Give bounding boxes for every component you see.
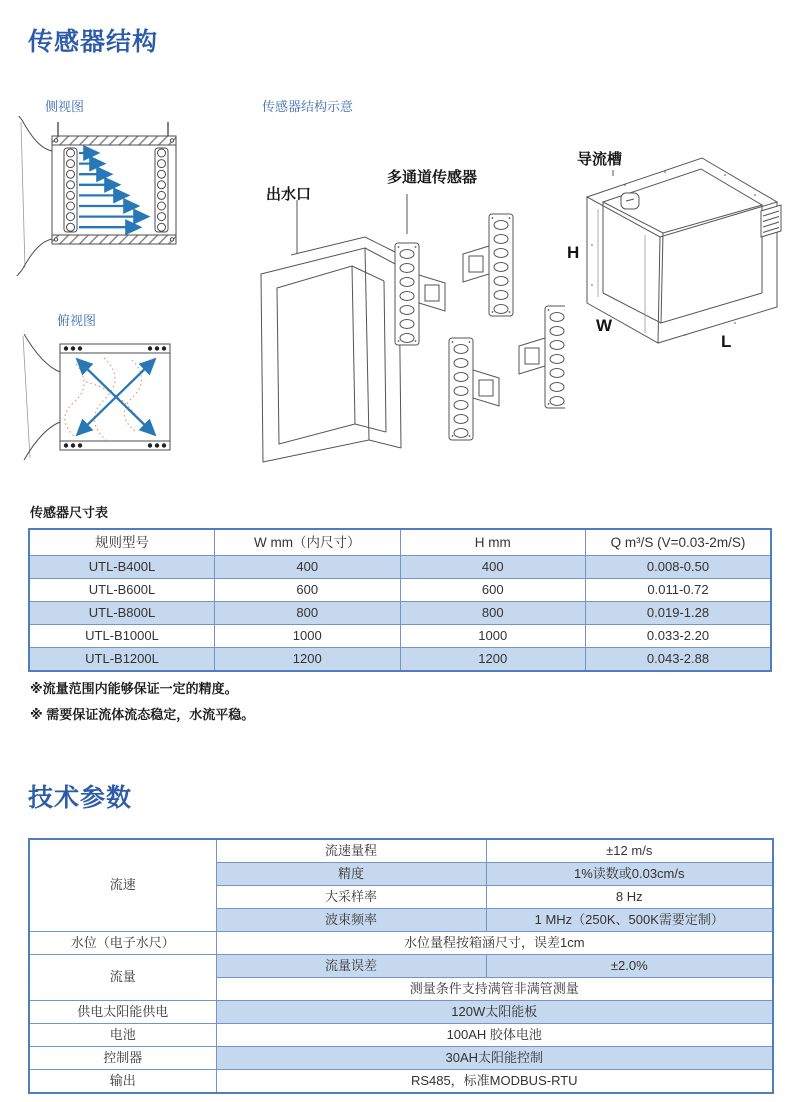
h-cell: 800: [400, 602, 586, 625]
table-row: [29, 579, 771, 602]
table-row: [29, 625, 771, 648]
side-view-diagram: [8, 116, 208, 276]
w-cell: 400: [215, 556, 401, 579]
dimension-h-label: H: [567, 243, 580, 262]
note-flow-stability: ※ 需要保证流体流态稳定，水流平稳。: [30, 707, 255, 722]
table-row: [29, 648, 771, 672]
tech-params-table: [28, 838, 774, 1094]
param-cell: 波束频率: [216, 909, 486, 932]
dimension-table-caption: 传感器尺寸表: [30, 505, 109, 520]
value-cell: ±2.0%: [486, 955, 773, 978]
param-group-output: 输出: [29, 1070, 216, 1094]
model-cell: UTL-B400L: [29, 556, 215, 579]
param-cell: 大采样率: [216, 886, 486, 909]
value-cell: 8 Hz: [486, 886, 773, 909]
header-cell: Q m³/S (V=0.03-2m/S): [586, 529, 772, 556]
multichannel-sensor-label: 多通道传感器: [387, 169, 478, 186]
value-cell: 30AH太阳能控制: [216, 1047, 773, 1070]
param-group-controller: 控制器: [29, 1047, 216, 1070]
header-cell: 规则型号: [29, 529, 215, 556]
value-cell: 测量条件支持满管非满管测量: [216, 978, 773, 1001]
value-cell: RS485，标准MODBUS-RTU: [216, 1070, 773, 1094]
dimension-l-label: L: [721, 332, 732, 351]
value-cell: 100AH 胶体电池: [216, 1024, 773, 1047]
model-cell: UTL-B800L: [29, 602, 215, 625]
model-cell: UTL-B1000L: [29, 625, 215, 648]
q-cell: 0.043-2.88: [586, 648, 772, 672]
model-cell: UTL-B1200L: [29, 648, 215, 672]
side-view-label: 侧视图: [45, 99, 85, 114]
param-group-water-level: 水位（电子水尺）: [29, 932, 216, 955]
param-group-flow: 流量: [29, 955, 216, 1001]
w-cell: 1000: [215, 625, 401, 648]
outlet-label: 出水口: [266, 186, 312, 203]
param-cell: 精度: [216, 863, 486, 886]
section-title-tech-params: 技术参数: [28, 784, 133, 812]
value-cell: ±12 m/s: [486, 839, 773, 863]
dimension-table: [28, 528, 772, 672]
table-row: [29, 1001, 773, 1024]
guide-channel-diagram: [565, 145, 800, 370]
value-cell: 1 MHz（250K、500K需要定制）: [486, 909, 773, 932]
dimension-w-label: W: [596, 316, 613, 335]
value-cell: 1%读数或0.03cm/s: [486, 863, 773, 886]
dimension-table-header-row: [29, 529, 771, 556]
model-cell: UTL-B600L: [29, 579, 215, 602]
value-cell: 水位量程按箱涵尺寸，误差1cm: [216, 932, 773, 955]
h-cell: 1200: [400, 648, 586, 672]
schematic-label: 传感器结构示意: [262, 99, 354, 114]
section-title-sensor-structure: 传感器结构: [28, 28, 159, 56]
w-cell: 800: [215, 602, 401, 625]
h-cell: 400: [400, 556, 586, 579]
guide-channel-label: 导流槽: [577, 151, 623, 168]
table-row: [29, 556, 771, 579]
table-row: [29, 1047, 773, 1070]
header-cell: W mm（内尺寸）: [215, 529, 401, 556]
table-row: [29, 955, 773, 978]
table-row: [29, 1070, 773, 1094]
q-cell: 0.019-1.28: [586, 602, 772, 625]
note-flow-range: ※流量范围内能够保证一定的精度。: [30, 681, 238, 696]
top-view-label: 俯视图: [57, 313, 97, 328]
h-cell: 1000: [400, 625, 586, 648]
q-cell: 0.008-0.50: [586, 556, 772, 579]
table-row: [29, 1024, 773, 1047]
w-cell: 1200: [215, 648, 401, 672]
table-row: [29, 932, 773, 955]
header-cell: H mm: [400, 529, 586, 556]
top-view-diagram: [8, 330, 208, 465]
value-cell: 120W太阳能板: [216, 1001, 773, 1024]
q-cell: 0.033-2.20: [586, 625, 772, 648]
param-group-battery: 电池: [29, 1024, 216, 1047]
param-group-power: 供电太阳能供电: [29, 1001, 216, 1024]
q-cell: 0.011-0.72: [586, 579, 772, 602]
h-cell: 600: [400, 579, 586, 602]
table-row: [29, 602, 771, 625]
w-cell: 600: [215, 579, 401, 602]
param-group-velocity: 流速: [29, 839, 216, 932]
table-row: [29, 839, 773, 863]
param-cell: 流速量程: [216, 839, 486, 863]
param-cell: 流量误差: [216, 955, 486, 978]
